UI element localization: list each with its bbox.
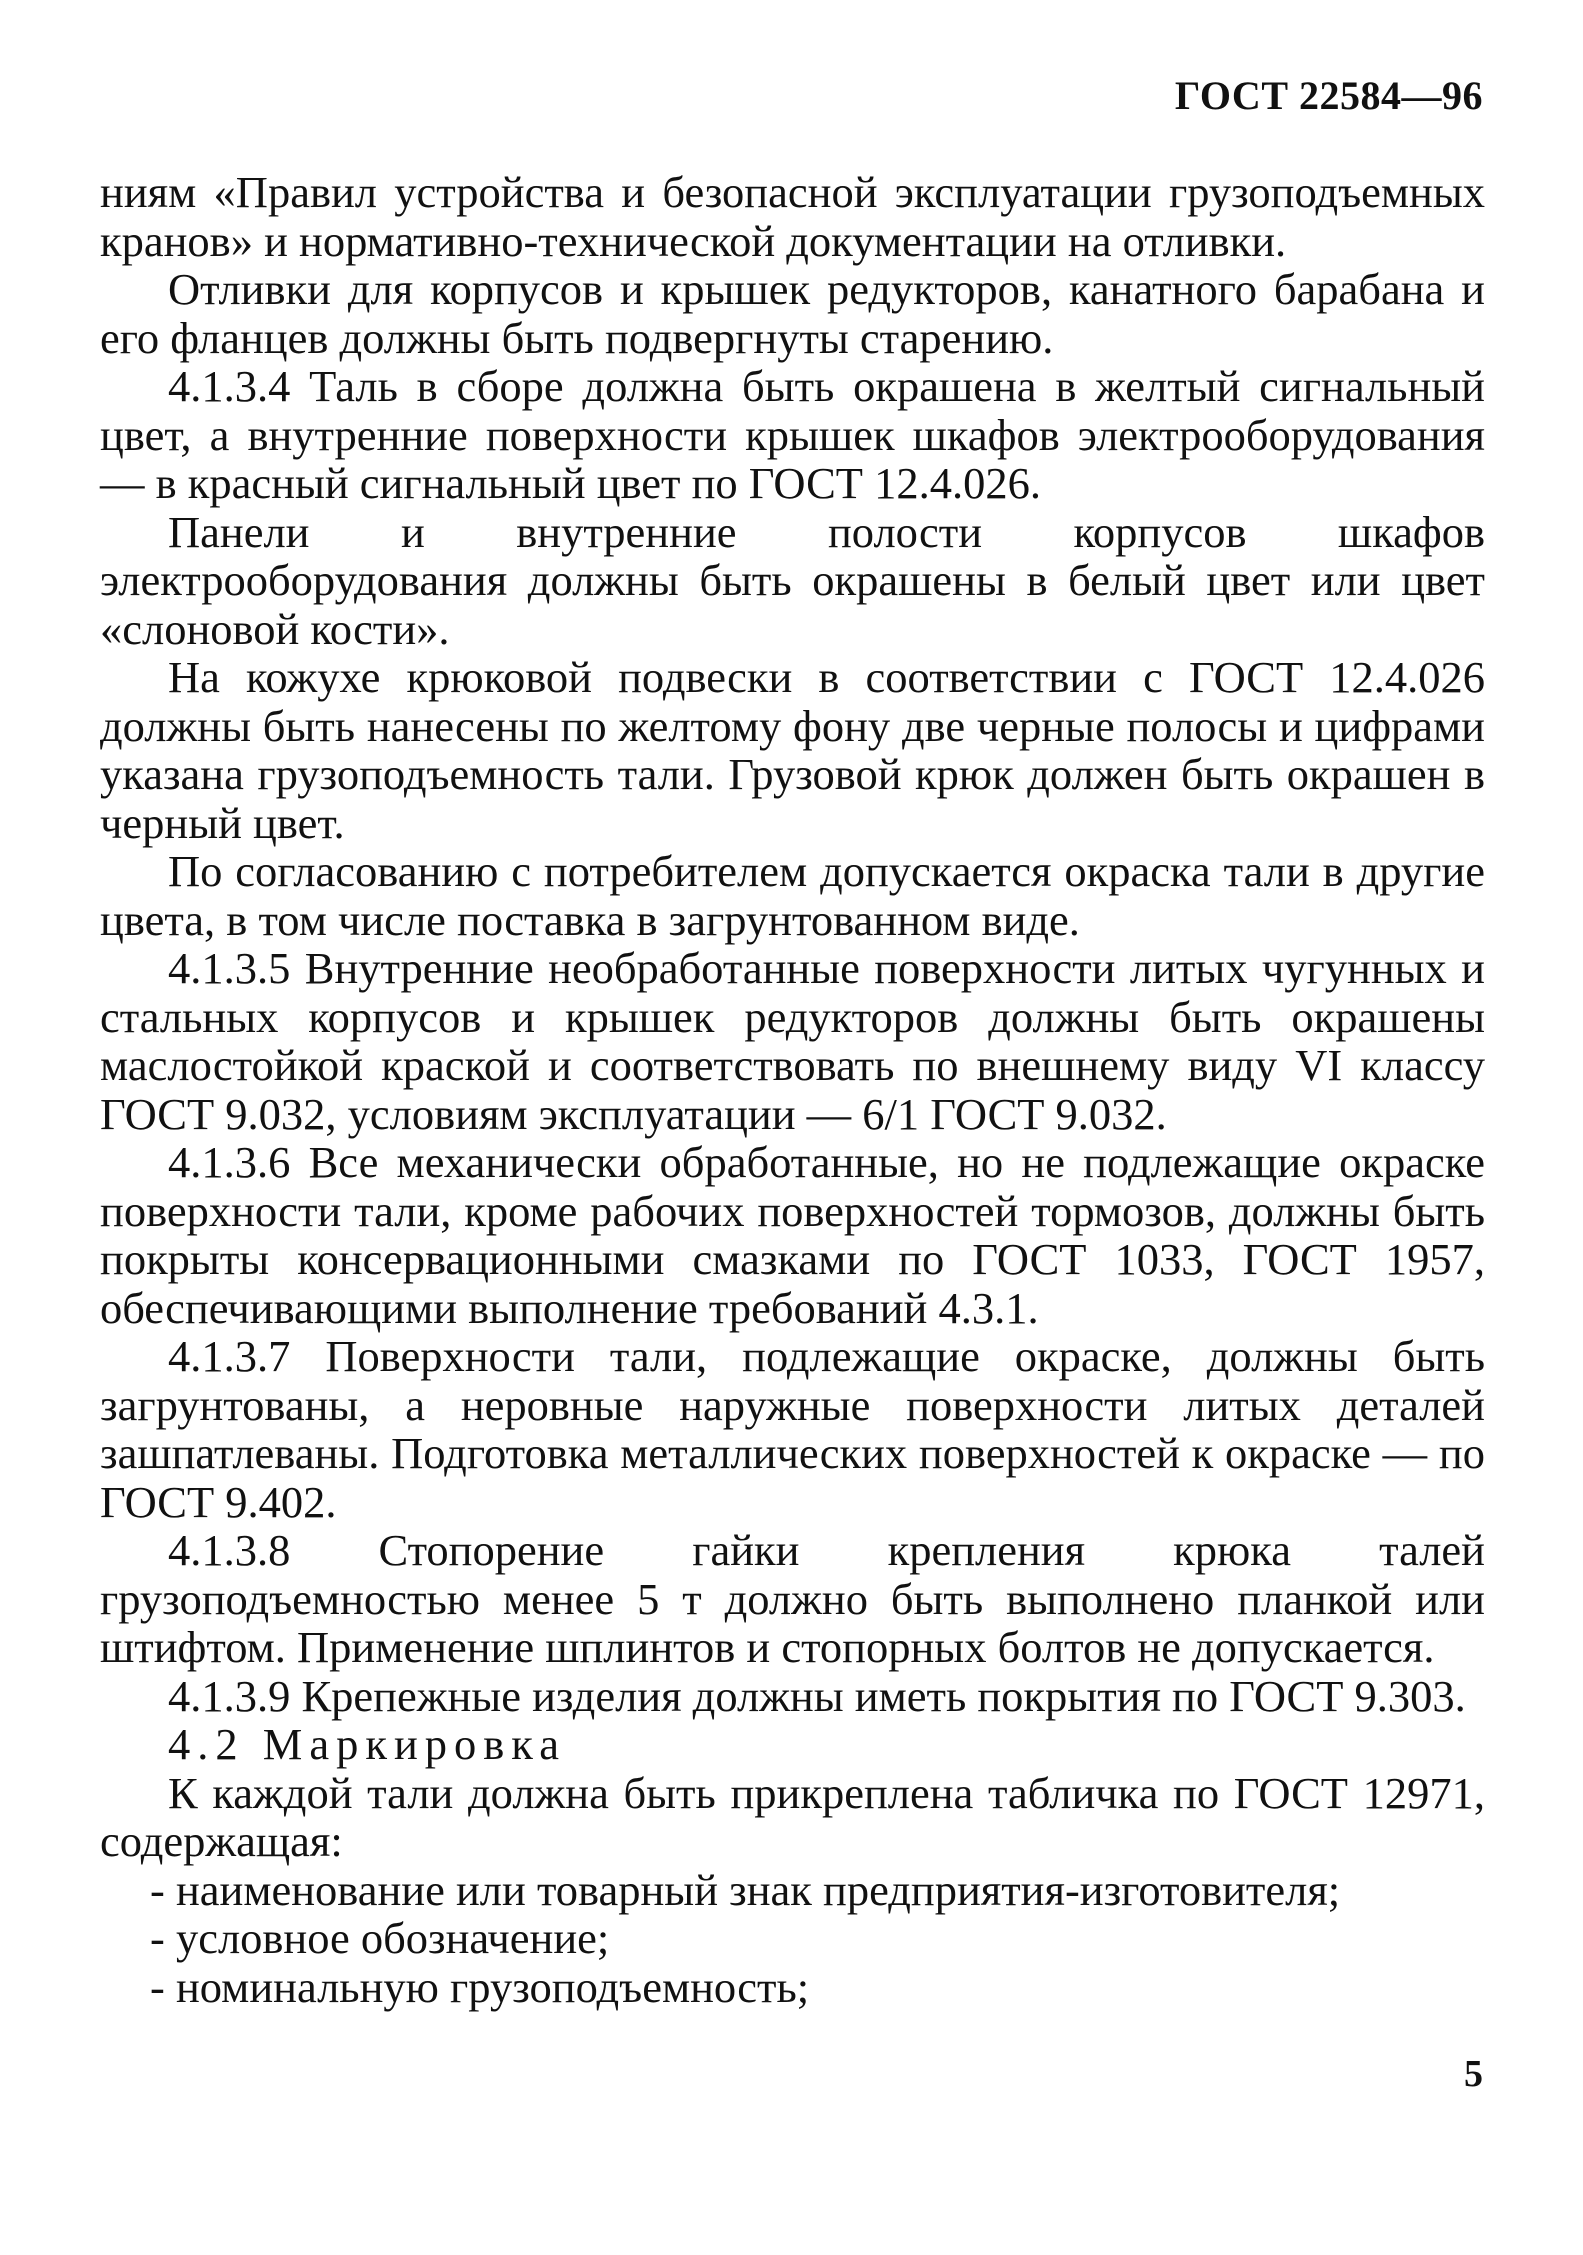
paragraph-4-1-3-4: 4.1.3.4 Таль в сборе должна быть окрашена в желтый сигнальный цвет, а внутренние поверхности крышек шкафов электрооборудования — в красный сигнальный цвет по ГОСТ 12.4.026.: [100, 361, 1485, 508]
paragraph-nameplate: К каждой тали должна быть прикреплена табличка по ГОСТ 12971, содержащая:: [100, 1767, 1485, 1866]
paragraph-castings-aging: Отливки для корпусов и крышек редукторов, канатного барабана и его фланцев должны быть подвергнуты старению.: [100, 264, 1485, 363]
list-item: - условное обозначение;: [150, 1913, 610, 1963]
paragraph-4-1-3-7: 4.1.3.7 Поверхности тали, подлежащие окраске, должны быть загрунтованы, а неровные наружные поверхности литых деталей зашпатлеваны. Подготовка металлических поверхностей к окраске — по ГОСТ 9.402.: [100, 1331, 1485, 1527]
section-heading-marking: 4.2 Маркировка: [168, 1719, 566, 1769]
list-item: - номинальную грузоподъемность;: [150, 1961, 810, 2012]
paragraph-hook-cover: На кожухе крюковой подвески в соответствии с ГОСТ 12.4.026 должны быть нанесены по желтому фону две черные полосы и цифрами указана грузоподъемность тали. Грузовой крюк должен быть окрашен в черный цвет.: [100, 652, 1485, 848]
document-code-header: ГОСТ 22584—96: [1174, 73, 1483, 118]
paragraph-4-1-3-8: 4.1.3.8 Стопорение гайки крепления крюка талей грузоподъемностью менее 5 т должно быть выполнено планкой или штифтом. Применение шплинтов и стопорных болтов не допускается.: [100, 1525, 1485, 1672]
document-body: [100, 168, 1485, 2011]
page-number: 5: [1464, 2053, 1483, 2095]
paragraph-panels-color: Панели и внутренние полости корпусов шкафов электрооборудования должны быть окрашены в белый цвет или цвет «слоновой кости».: [100, 506, 1485, 654]
list-item: - наименование или товарный знак предприятия-изготовителя;: [150, 1864, 1341, 1915]
paragraph-continuation: ниям «Правил устройства и безопасной эксплуатации грузоподъемных кранов» и нормативно-технической документации на отливки.: [100, 167, 1485, 266]
paragraph-other-colors: По согласованию с потребителем допускается окраска тали в другие цвета, в том числе поставка в загрунтованном виде.: [100, 846, 1485, 945]
paragraph-4-1-3-6: 4.1.3.6 Все механически обработанные, но не подлежащие окраске поверхности тали, кроме рабочих поверхностей тормозов, должны быть покрыты консервационными смазками по ГОСТ 1033, ГОСТ 1957, обеспечивающими выполнение требований 4.3.1.: [100, 1137, 1485, 1333]
paragraph-4-1-3-9: 4.1.3.9 Крепежные изделия должны иметь покрытия по ГОСТ 9.303.: [168, 1670, 1466, 1721]
paragraph-4-1-3-5: 4.1.3.5 Внутренние необработанные поверхности литых чугунных и стальных корпусов и крышек редукторов должны быть окрашены маслостойкой краской и соответствовать по внешнему виду VI классу ГОСТ 9.032, условиям эксплуатации — 6/1 ГОСТ 9.032.: [100, 943, 1485, 1139]
